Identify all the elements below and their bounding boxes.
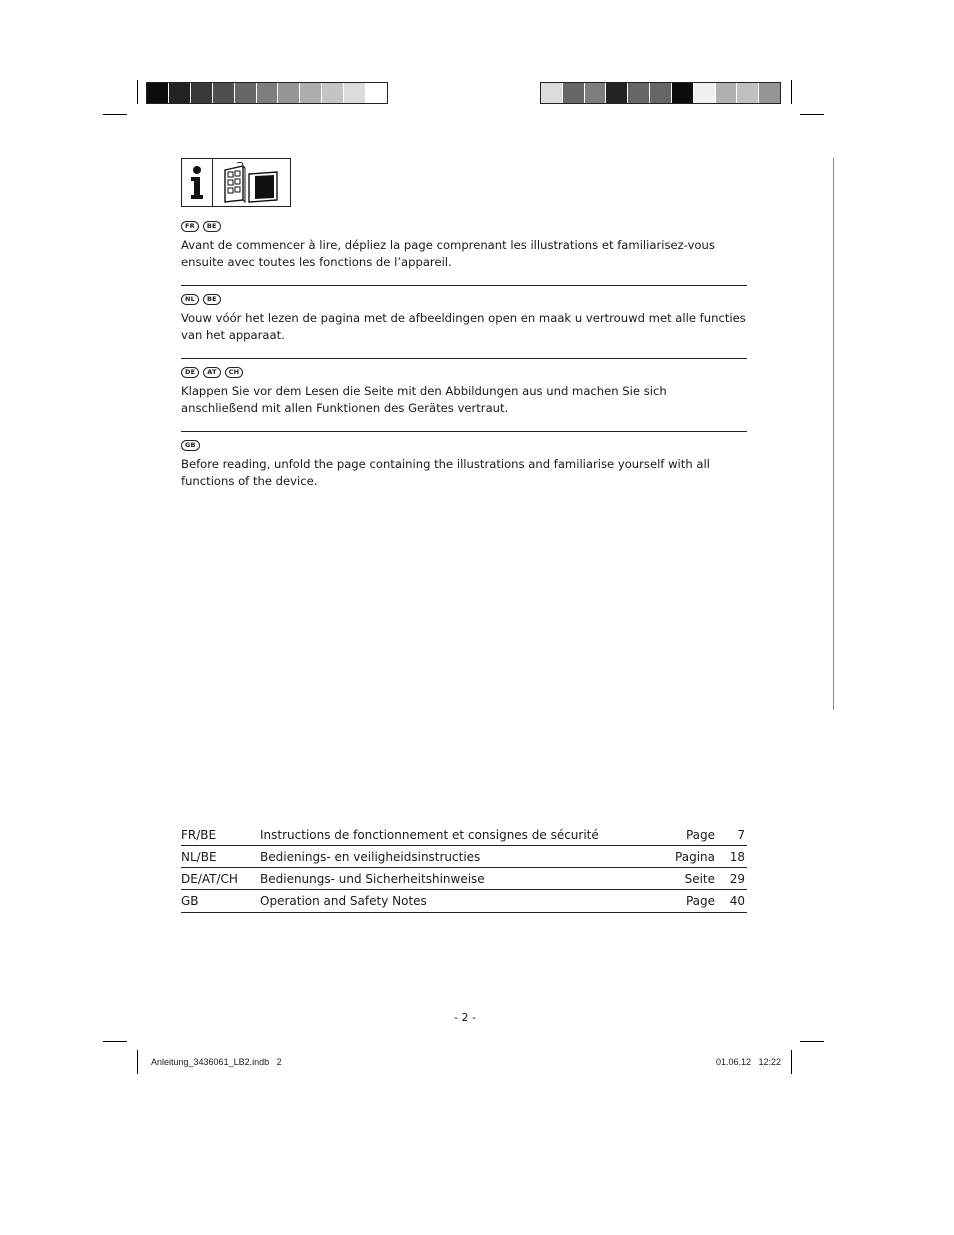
crop-mark <box>800 1041 824 1042</box>
section-divider <box>181 431 747 432</box>
country-code-badge: NL <box>181 294 199 305</box>
footer-filename: Anleitung_3436061_LB2.indb 2 <box>151 1057 282 1067</box>
country-flags <box>181 221 747 234</box>
color-calibration-strip-right <box>540 82 781 104</box>
color-swatch <box>585 83 607 103</box>
page-number: - 2 - <box>454 1011 476 1024</box>
country-flags <box>181 367 747 380</box>
color-swatch <box>737 83 759 103</box>
color-swatch <box>257 83 279 103</box>
color-swatch <box>213 83 235 103</box>
toc-row-nl-be[interactable] <box>181 846 747 868</box>
color-swatch <box>672 83 694 103</box>
toc-language-code: DE/AT/CH <box>181 871 238 886</box>
margin-line <box>833 158 834 710</box>
toc-language-code: NL/BE <box>181 849 217 864</box>
section-divider <box>181 358 747 359</box>
footer-datetime: 01.06.12 12:22 <box>716 1057 782 1067</box>
color-swatch <box>694 83 716 103</box>
color-calibration-strip-left <box>146 82 388 104</box>
country-code-badge: BE <box>203 221 221 232</box>
crop-mark <box>103 114 127 115</box>
instruction-text: Avant de commencer à lire, dépliez la page comprenant les illustrations et familiarisez-vous ensuite avec toutes les fonctions de l’appareil. <box>181 238 715 269</box>
info-icon <box>182 159 213 206</box>
toc-row-gb[interactable] <box>181 890 747 913</box>
color-swatch <box>344 83 366 103</box>
crop-mark <box>137 80 138 104</box>
toc-row-fr-be[interactable] <box>181 824 747 846</box>
info-fold-out-pictogram <box>181 158 291 207</box>
color-swatch <box>759 83 780 103</box>
instruction-nl-be <box>181 294 747 344</box>
instruction-gb <box>181 440 747 490</box>
crop-mark <box>791 1050 792 1074</box>
toc-title: Bedienungs- und Sicherheitshinweise <box>260 871 485 886</box>
country-code-badge: CH <box>225 367 244 378</box>
color-swatch <box>366 83 387 103</box>
color-swatch <box>563 83 585 103</box>
table-of-contents <box>181 824 747 913</box>
toc-page-number: 7 <box>737 827 745 842</box>
color-swatch <box>716 83 738 103</box>
instruction-text: Before reading, unfold the page containing the illustrations and familiarise yourself with all functions of the device. <box>181 457 710 488</box>
toc-title: Instructions de fonctionnement et consignes de sécurité <box>260 827 599 842</box>
toc-page-number: 40 <box>729 894 745 908</box>
country-code-badge: AT <box>203 367 220 378</box>
color-swatch <box>278 83 300 103</box>
toc-page-label: Page <box>685 827 715 842</box>
crop-mark <box>791 80 792 104</box>
instruction-text: Vouw vóór het lezen de pagina met de afbeeldingen open en maak u vertrouwd met alle functies van het apparaat. <box>181 311 746 342</box>
color-swatch <box>541 83 563 103</box>
fold-out-page-icon <box>213 159 290 206</box>
color-swatch <box>191 83 213 103</box>
crop-mark <box>800 114 824 115</box>
country-code-badge: DE <box>181 367 199 378</box>
color-swatch <box>147 83 169 103</box>
crop-mark <box>137 1050 138 1074</box>
toc-page-number: 18 <box>729 849 745 864</box>
toc-title: Bedienings- en veiligheidsinstructies <box>260 849 481 864</box>
section-divider <box>181 285 747 286</box>
toc-title: Operation and Safety Notes <box>260 894 427 908</box>
country-code-badge: BE <box>203 294 221 305</box>
color-swatch <box>322 83 344 103</box>
instruction-de-at-ch <box>181 367 747 417</box>
country-code-badge: GB <box>181 440 200 451</box>
instruction-text: Klappen Sie vor dem Lesen die Seite mit den Abbildungen aus und machen Sie sich anschließend mit allen Funktionen des Gerätes vertraut. <box>181 384 667 415</box>
country-code-badge: FR <box>181 221 199 232</box>
color-swatch <box>235 83 257 103</box>
toc-page-number: 29 <box>729 871 745 886</box>
color-swatch <box>169 83 191 103</box>
toc-language-code: FR/BE <box>181 827 217 842</box>
color-swatch <box>650 83 672 103</box>
toc-page-label: Page <box>685 894 715 908</box>
toc-row-de-at-ch[interactable] <box>181 868 747 890</box>
toc-page-label: Pagina <box>675 849 715 864</box>
toc-page-label: Seite <box>684 871 715 886</box>
crop-mark <box>103 1041 127 1042</box>
country-flags <box>181 440 747 453</box>
color-swatch <box>606 83 628 103</box>
toc-language-code: GB <box>181 894 199 908</box>
color-swatch <box>628 83 650 103</box>
country-flags <box>181 294 747 307</box>
instruction-fr-be <box>181 221 747 271</box>
color-swatch <box>300 83 322 103</box>
